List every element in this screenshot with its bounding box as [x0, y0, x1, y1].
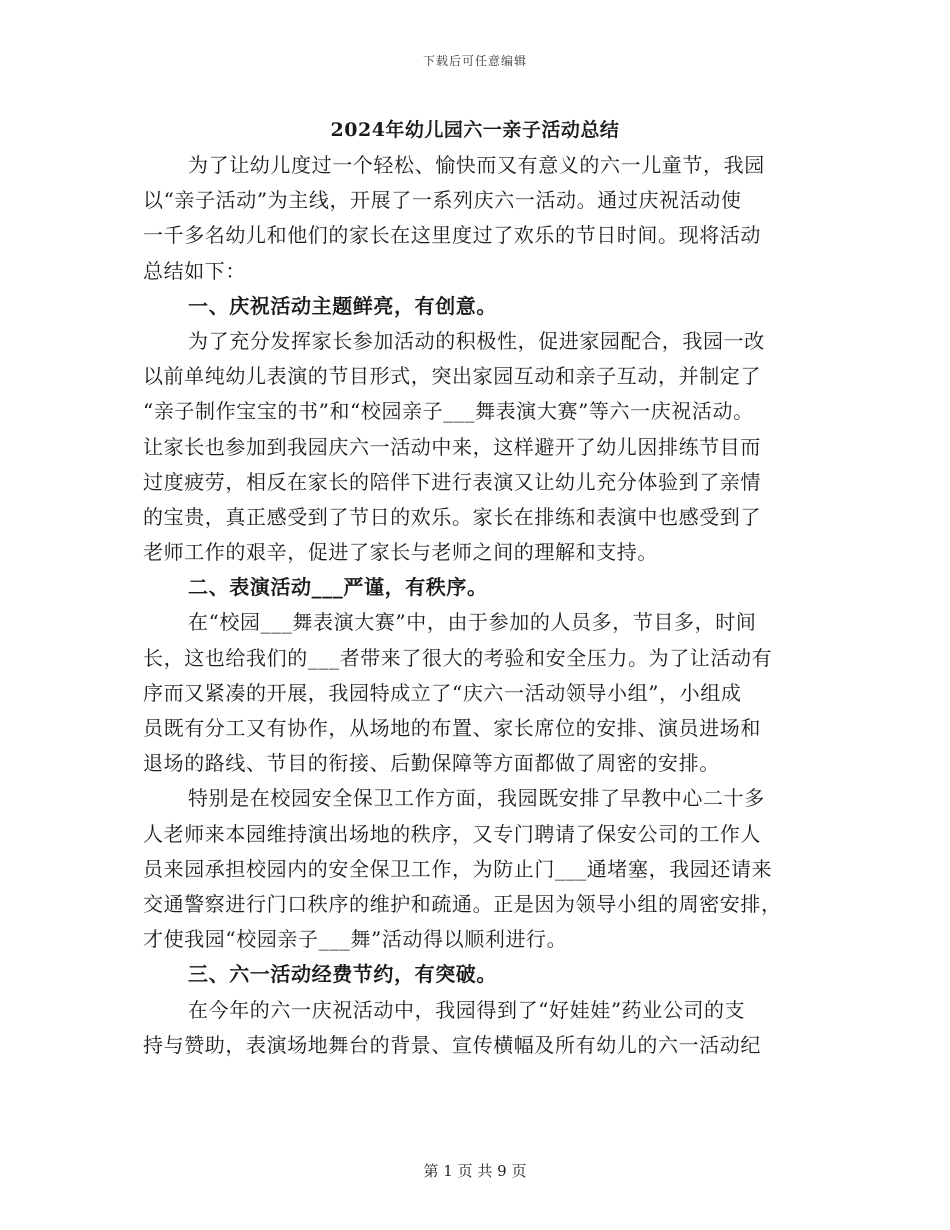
body-text-line: 让家长也参加到我园庆六一活动中来，这样避开了幼儿因排练节目而	[143, 434, 761, 459]
body-text-line: 总结如下：	[143, 258, 246, 283]
body-text-line: 长，这也给我们的___者带来了很大的考验和安全压力。为了让活动有	[143, 645, 773, 670]
body-text-line: 过度疲劳，相反在家长的陪伴下进行表演又让幼儿充分体验到了亲情	[143, 469, 761, 494]
body-text-line: 在“校园___舞表演大赛”中，由于参加的人员多，节目多，时间	[188, 610, 757, 635]
body-text-line: 老师工作的艰辛，促进了家长与老师之间的理解和支持。	[143, 540, 658, 565]
body-text-line: 为了充分发挥家长参加活动的积极性，促进家园配合，我园一改	[188, 328, 765, 353]
section-heading: 二、表演活动___严谨，有秩序。	[188, 575, 488, 600]
header-note: 下载后可任意编辑	[422, 54, 527, 68]
body-text-line: 一千多名幼儿和他们的家长在这里度过了欢乐的节日时间。现将活动	[143, 223, 761, 248]
body-text-line: 交通警察进行门口秩序的维护和疏通。正是因为领导小组的周密安排，	[143, 891, 782, 916]
body-text-line: 在今年的六一庆祝活动中，我园得到了“好娃娃”药业公司的支	[188, 997, 746, 1022]
body-text-line: 持与赞助，表演场地舞台的背景、宣传横幅及所有幼儿的六一活动纪	[143, 1032, 761, 1057]
page-footer: 第 1 页 共 9 页	[423, 1162, 527, 1180]
body-text-line: 人老师来本园维持演出场地的秩序，又专门聘请了保安公司的工作人	[143, 821, 761, 846]
body-text-line: 的宝贵，真正感受到了节日的欢乐。家长在排练和表演中也感受到了	[143, 504, 761, 529]
section-heading: 一、庆祝活动主题鲜亮，有创意。	[188, 293, 497, 318]
body-text-line: 才使我园“校园亲子___舞”活动得以顺利进行。	[143, 927, 568, 952]
document-title: 2024年幼儿园六一亲子活动总结	[330, 119, 620, 141]
body-text-line: 特别是在校园安全保卫工作方面，我园既安排了早教中心二十多	[188, 786, 765, 811]
body-text-line: 员来园承担校园内的安全保卫工作，为防止门___通堵塞，我园还请来	[143, 856, 773, 881]
body-text-line: 以前单纯幼儿表演的节目形式，突出家园互动和亲子互动，并制定了	[143, 364, 761, 389]
body-text-line: 退场的路线、节目的衔接、后勤保障等方面都做了周密的安排。	[143, 751, 720, 776]
body-text-line: 序而又紧凑的开展，我园特成立了“庆六一活动领导小组”，小组成	[143, 680, 742, 705]
document-body	[143, 148, 823, 1063]
section-heading: 三、六一活动经费节约，有突破。	[188, 962, 497, 987]
body-text-line: 以“亲子活动”为主线，开展了一系列庆六一活动。通过庆祝活动使	[143, 188, 742, 213]
body-text-line: “亲子制作宝宝的书”和“校园亲子___舞表演大赛”等六一庆祝活动。	[143, 399, 754, 424]
body-text-line: 为了让幼儿度过一个轻松、愉快而又有意义的六一儿童节，我园	[188, 153, 765, 177]
body-text-line: 员既有分工又有协作，从场地的布置、家长席位的安排、演员进场和	[143, 716, 761, 740]
